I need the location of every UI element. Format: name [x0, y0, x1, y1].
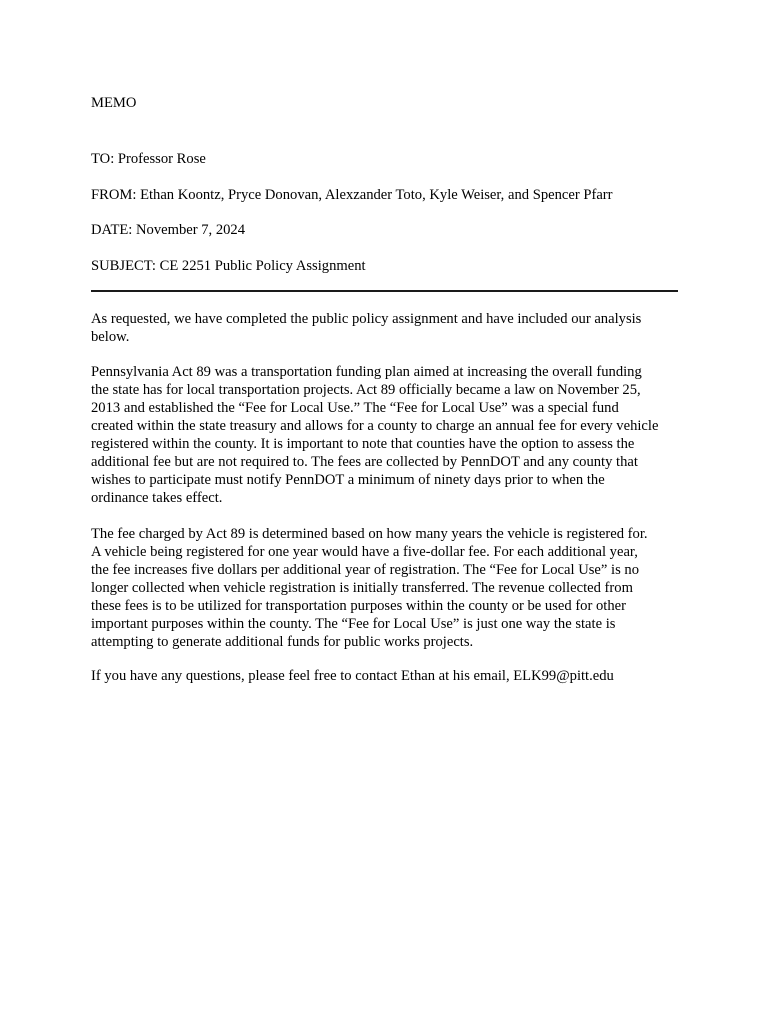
text-line: these fees is to be utilized for transportation purposes within the county or be used for other	[91, 598, 626, 614]
body-paragraph-intro	[91, 310, 691, 346]
text-line: 2013 and established the “Fee for Local Use.” The “Fee for Local Use” was a special fund	[91, 400, 619, 416]
memo-to-line: TO: Professor Rose	[91, 151, 206, 167]
body-paragraph-fee	[91, 525, 691, 651]
memo-from-line: FROM: Ethan Koontz, Pryce Donovan, Alexzander Toto, Kyle Weiser, and Spencer Pfarr	[91, 187, 613, 203]
text-line: the fee increases five dollars per additional year of registration. The “Fee for Local Use” is no	[91, 562, 639, 578]
text-line: the state has for local transportation projects. Act 89 officially became a law on November 25,	[91, 382, 641, 398]
body-paragraph-act89	[91, 363, 691, 507]
header-divider	[91, 290, 678, 292]
text-line: important purposes within the county. The “Fee for Local Use” is just one way the state is	[91, 616, 616, 632]
memo-subject-line: SUBJECT: CE 2251 Public Policy Assignment	[91, 258, 366, 274]
text-line: As requested, we have completed the public policy assignment and have included our analysis	[91, 311, 642, 327]
text-line: wishes to participate must notify PennDOT a minimum of ninety days prior to when the	[91, 472, 605, 488]
text-line: The fee charged by Act 89 is determined based on how many years the vehicle is registered for.	[91, 526, 648, 542]
text-line: longer collected when vehicle registration is initially transferred. The revenue collected from	[91, 580, 633, 596]
text-line: additional fee but are not required to. The fees are collected by PennDOT and any county that	[91, 454, 638, 470]
text-line: If you have any questions, please feel free to contact Ethan at his email, ELK99@pitt.edu	[91, 668, 614, 684]
text-line: below.	[91, 329, 130, 345]
text-line: Pennsylvania Act 89 was a transportation funding plan aimed at increasing the overall funding	[91, 364, 642, 380]
memo-title: MEMO	[91, 95, 137, 111]
text-line: ordinance takes effect.	[91, 490, 223, 506]
text-line: created within the state treasury and allows for a county to charge an annual fee for every vehicle	[91, 418, 659, 434]
text-line: registered within the county. It is important to note that counties have the option to assess the	[91, 436, 635, 452]
text-line: A vehicle being registered for one year would have a five-dollar fee. For each additional year,	[91, 544, 638, 560]
body-paragraph-contact	[91, 667, 691, 685]
text-line: attempting to generate additional funds for public works projects.	[91, 634, 474, 650]
memo-date-line: DATE: November 7, 2024	[91, 222, 246, 238]
